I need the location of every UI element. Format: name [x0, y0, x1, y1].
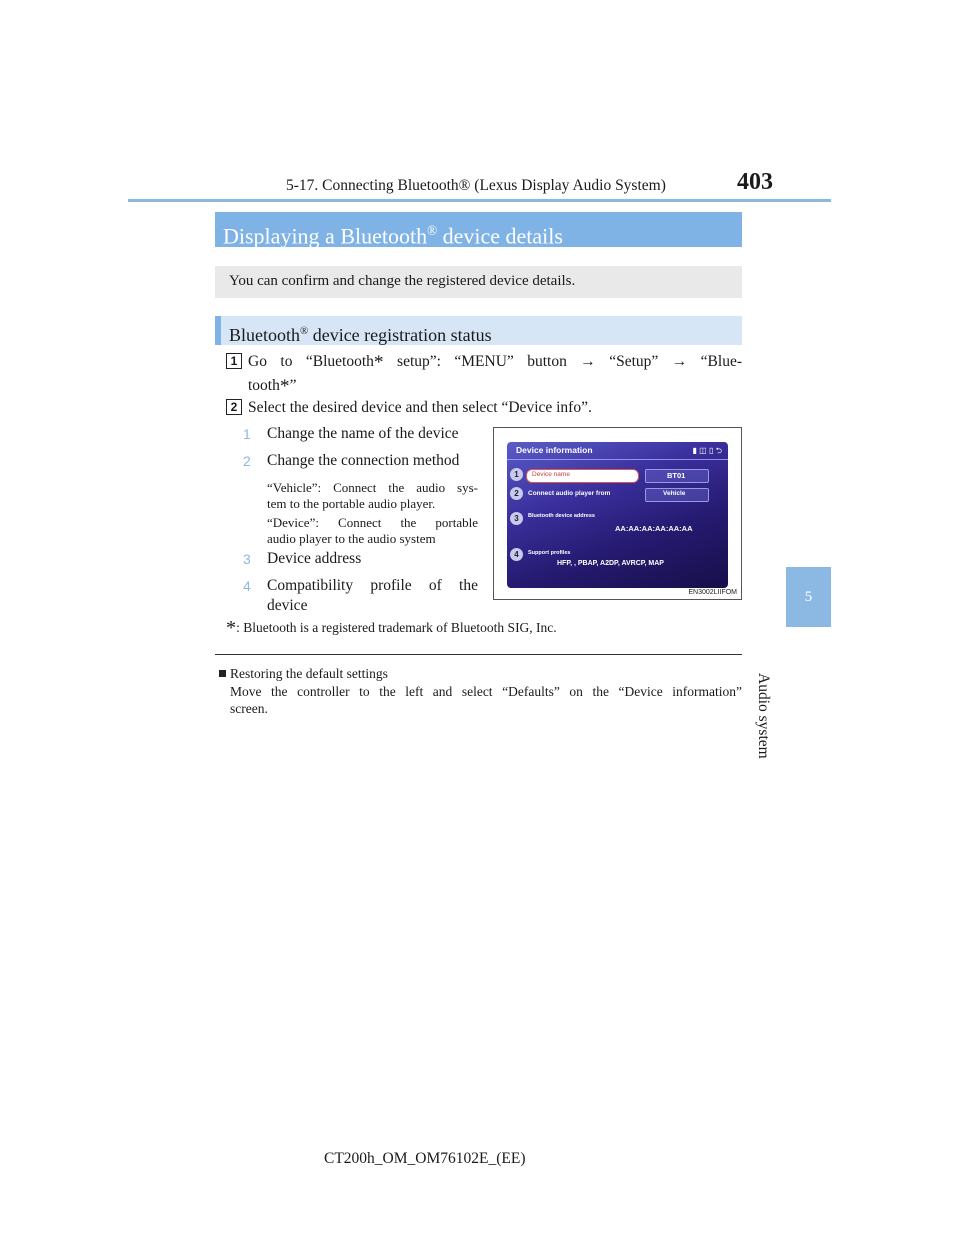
step-1-text-c: tooth: [248, 377, 280, 394]
footnote: [226, 617, 557, 639]
note-vehicle-line-1: “Vehicle”: Connect the audio sys-: [267, 480, 478, 495]
connection-value: Vehicle: [663, 490, 686, 497]
device-name-value: BT01: [667, 471, 686, 480]
item-3-label: Device address: [267, 550, 362, 567]
chapter-tab-label: Audio system: [755, 673, 773, 759]
registered-mark: ®: [427, 223, 438, 238]
subsection-title-text: Bluetooth: [229, 325, 300, 345]
image-code: EN3002LIIFOM: [688, 589, 737, 596]
subsection-title: [215, 316, 742, 345]
screen-callout-4: 4: [510, 548, 523, 561]
asterisk-mark: *: [373, 352, 384, 373]
callout-3: 3: [243, 551, 251, 567]
note-device-line-2: audio player to the audio system: [267, 531, 436, 546]
step-2-text: Select the desired device and then select “Device info”.: [248, 399, 592, 416]
step-1-text-a: Go to “Bluetooth: [248, 353, 374, 370]
profiles-label: Support profiles: [528, 550, 571, 556]
step-1-line-1: [248, 350, 742, 374]
tip-heading: [219, 666, 388, 682]
device-name-label: Device name: [532, 471, 570, 478]
screen-title: Device information: [516, 445, 593, 455]
chapter-tab-number: 5: [804, 589, 813, 605]
tip-heading-text: Restoring the default settings: [230, 666, 388, 681]
tip-body-line-2: screen.: [230, 701, 268, 716]
section-title-text: Displaying a Bluetooth: [223, 223, 428, 249]
note-device-line-1: “Device”: Connect the portable: [267, 515, 478, 530]
note-vehicle-line-2: tem to the portable audio player.: [267, 496, 436, 511]
status-icons: ▮ ◫ ▯ ⮌: [692, 446, 722, 455]
item-1-label: Change the name of the device: [267, 425, 459, 442]
step-1-line-2: [248, 374, 296, 398]
subsection-title-rest: device registration status: [308, 325, 492, 345]
square-bullet-icon: [219, 670, 226, 677]
step-1-text-d: ”: [289, 377, 297, 394]
screen-callout-1: 1: [510, 468, 523, 481]
screen-callout-2: 2: [510, 487, 523, 500]
chapter-heading: 5-17. Connecting Bluetooth® (Lexus Display Audio System): [286, 177, 666, 194]
document-code: CT200h_OM_OM76102E_(EE): [324, 1150, 526, 1167]
header-rule: [128, 199, 831, 202]
profiles-value: HFP, , PBAP, A2DP, AVRCP, MAP: [557, 560, 664, 567]
callout-2: 2: [243, 453, 251, 469]
step-number-1: 1: [226, 353, 242, 369]
display-screen: [507, 442, 728, 588]
tip-body-line-1: Move the controller to the left and select “Defaults” on the “Device information”: [230, 684, 742, 699]
asterisk-mark: *: [226, 617, 237, 639]
callout-1: 1: [243, 426, 251, 442]
item-2-label: Change the connection method: [267, 452, 460, 469]
address-label: Bluetooth device address: [528, 513, 595, 519]
footnote-text: : Bluetooth is a registered trademark of Bluetooth SIG, Inc.: [236, 620, 557, 635]
page-number: 403: [737, 169, 773, 195]
section-title: [215, 212, 742, 247]
item-4-label-line-1: Compatibility profile of the: [267, 577, 478, 594]
screen-callout-3: 3: [510, 512, 523, 525]
section-title-rest: device details: [437, 223, 563, 249]
callout-4: 4: [243, 578, 251, 594]
step-1-text-b: setup”: “MENU” button → “Setup” → “Blue-: [383, 353, 742, 370]
chapter-tab: [786, 567, 831, 627]
step-number-2: 2: [226, 399, 242, 415]
address-value: AA:AA:AA:AA:AA:AA: [615, 524, 693, 533]
item-4-label-line-2: device: [267, 597, 308, 614]
device-information-screenshot: [493, 427, 742, 600]
asterisk-mark: *: [279, 376, 290, 397]
screen-divider: [507, 459, 728, 460]
registered-mark: ®: [300, 325, 309, 337]
connection-label: Connect audio player from: [528, 490, 611, 497]
section-divider: [215, 654, 742, 655]
section-intro: You can confirm and change the registered device details.: [215, 266, 742, 298]
